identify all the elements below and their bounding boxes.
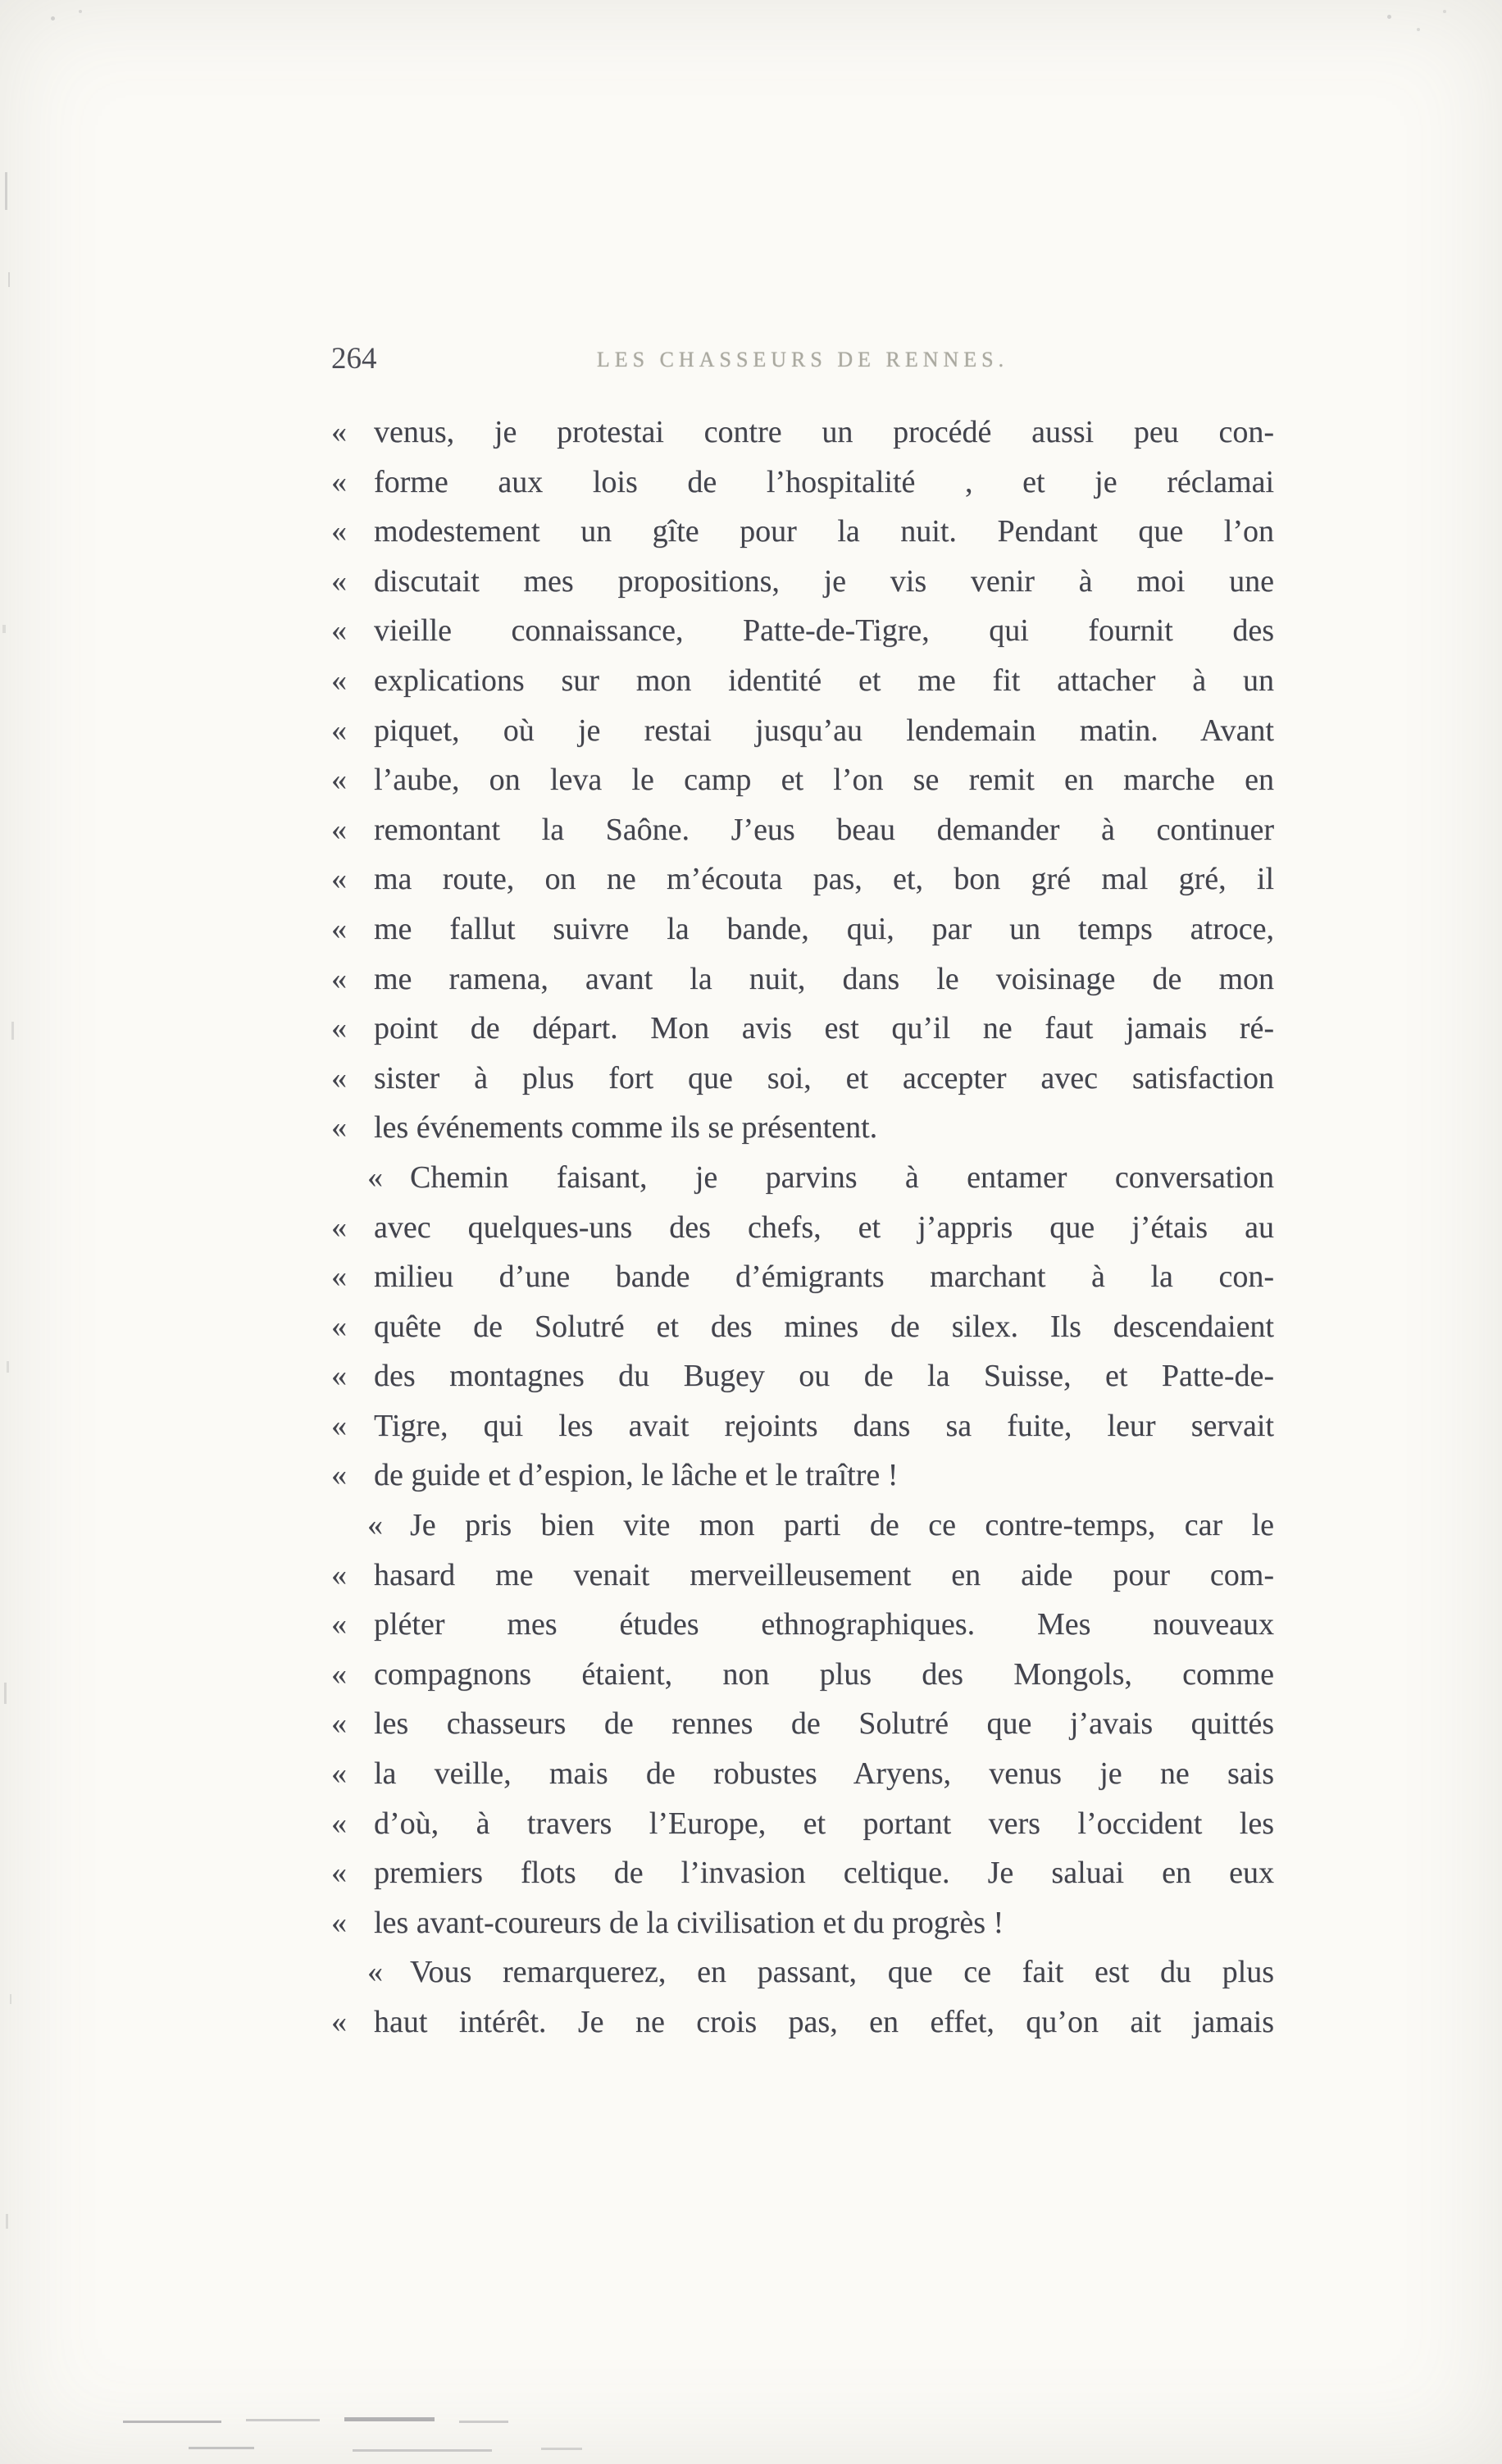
scan-artifact [11, 1022, 14, 1040]
quote-mark: « [331, 1607, 347, 1642]
text-line [331, 1103, 1274, 1153]
quote-mark: « [367, 1508, 383, 1543]
quote-mark: « [331, 1209, 347, 1245]
scan-artifact [1417, 28, 1420, 31]
quote-mark: « [331, 1359, 347, 1394]
quote-mark: « [331, 1110, 347, 1145]
quote-mark: « [331, 415, 347, 449]
quote-mark: « [331, 1557, 347, 1592]
line-text: milieu d’une bande d’émigrants marchant à la con- [374, 1259, 1274, 1295]
line-text: compagnons étaient, non plus des Mongols, comme [374, 1656, 1274, 1692]
quote-mark: « [331, 812, 347, 847]
text-line [331, 1650, 1274, 1700]
text-line [331, 854, 1274, 904]
line-text: d’où, à travers l’Europe, et portant vers l’occident les [374, 1806, 1274, 1841]
quote-mark: « [331, 613, 347, 649]
line-text: explications sur mon identité et me fit attacher à un [374, 663, 1274, 698]
quote-mark: « [367, 1159, 383, 1195]
line-text: Chemin faisant, je parvins à entamer conversation [410, 1159, 1274, 1195]
text-line [331, 1947, 1274, 1997]
line-text: Vous remarquerez, en passant, que ce fait est du plus [410, 1955, 1274, 1990]
text-line [331, 1699, 1274, 1749]
quote-mark: « [331, 961, 347, 996]
line-text: de guide et d’espion, le lâche et le traître ! [374, 1458, 899, 1493]
line-text: discutait mes propositions, je vis venir à moi une [374, 563, 1274, 599]
scan-artifact [1443, 10, 1446, 13]
quote-mark: « [331, 862, 347, 897]
scan-artifact [6, 2214, 8, 2229]
line-text: piquet, où je restai jusqu’au lendemain matin. Avant [374, 713, 1274, 748]
text-line [331, 1351, 1274, 1401]
quote-mark: « [331, 1706, 347, 1742]
text-line [331, 1252, 1274, 1302]
quote-mark: « [331, 1656, 347, 1692]
quote-mark: « [331, 1458, 347, 1493]
text-line [331, 954, 1274, 1004]
line-text: les événements comme ils se présentent. [374, 1110, 878, 1145]
quote-mark: « [331, 1259, 347, 1295]
line-text: venus, je protestai contre un procédé aussi peu con- [374, 415, 1274, 449]
line-text: me ramena, avant la nuit, dans le voisinage de mon [374, 961, 1274, 996]
line-text: hasard me venait merveilleusement en aide pour com- [374, 1557, 1274, 1592]
quote-mark: « [331, 1309, 347, 1344]
scan-artifact [459, 2421, 508, 2423]
text-line [331, 408, 1274, 458]
scan-artifact [10, 1994, 11, 2004]
line-text: des montagnes du Bugey ou de la Suisse, et Patte-de- [374, 1359, 1274, 1394]
scan-artifact [1387, 15, 1391, 19]
text-line [331, 1501, 1274, 1551]
text-line [331, 1203, 1274, 1253]
line-text: forme aux lois de l’hospitalité , et je réclamai [374, 464, 1274, 499]
line-text: point de départ. Mon avis est qu’il ne faut jamais ré- [374, 1011, 1274, 1046]
quote-mark: « [331, 514, 347, 549]
scan-artifact [5, 172, 7, 210]
text-line [331, 904, 1274, 954]
line-text: sister à plus fort que soi, et accepter avec satisfaction [374, 1060, 1274, 1095]
line-text: haut intérêt. Je ne crois pas, en effet, qu’on ait jamais [374, 2005, 1274, 2039]
text-line [331, 805, 1274, 855]
scan-artifact [123, 2421, 221, 2423]
scan-artifact [246, 2419, 320, 2421]
line-text: me fallut suivre la bande, qui, par un temps atroce, [374, 911, 1274, 946]
scan-artifact [7, 1361, 9, 1373]
scan-artifact [541, 2448, 582, 2450]
running-title: LES CHASSEURS DE RENNES. [596, 348, 1009, 371]
line-text: Tigre, qui les avait rejoints dans sa fuite, leur servait [374, 1408, 1274, 1443]
quote-mark: « [331, 713, 347, 748]
text-line [331, 1551, 1274, 1601]
text-line [331, 1153, 1274, 1203]
text-line [331, 1451, 1274, 1501]
text-line [331, 1848, 1274, 1898]
line-text: quête de Solutré et des mines de silex. Ils descendaient [374, 1309, 1274, 1344]
text-line [331, 706, 1274, 756]
quote-mark: « [331, 1756, 347, 1792]
scan-artifact [189, 2447, 254, 2449]
line-text: les avant-coureurs de la civilisation et du progrès ! [374, 1905, 1004, 1940]
text-line [331, 656, 1274, 706]
text-line [331, 1302, 1274, 1352]
text-line [331, 1600, 1274, 1650]
page-header [331, 341, 1274, 384]
quote-mark: « [331, 663, 347, 698]
quote-mark: « [331, 1856, 347, 1891]
quote-mark: « [331, 563, 347, 599]
scan-artifact [8, 272, 10, 287]
text-block [331, 408, 1274, 2047]
quote-mark: « [367, 1955, 383, 1990]
line-text: ma route, on ne m’écouta pas, et, bon gré mal gré, il [374, 862, 1274, 897]
text-line [331, 1749, 1274, 1799]
line-text: remontant la Saône. J’eus beau demander à continuer [374, 812, 1274, 847]
line-text: l’aube, on leva le camp et l’on se remit en marche en [374, 763, 1274, 798]
quote-mark: « [331, 763, 347, 798]
text-line [331, 1898, 1274, 1948]
quote-mark: « [331, 1905, 347, 1940]
line-text: les chasseurs de rennes de Solutré que j’avais quittés [374, 1706, 1274, 1742]
quote-mark: « [331, 1011, 347, 1046]
quote-mark: « [331, 911, 347, 946]
scan-artifact [79, 10, 82, 13]
quote-mark: « [331, 1408, 347, 1443]
line-text: vieille connaissance, Patte-de-Tigre, qui fournit des [374, 613, 1274, 649]
quote-mark: « [331, 464, 347, 499]
scan-artifact [344, 2417, 435, 2421]
text-line [331, 1799, 1274, 1849]
text-line [331, 1401, 1274, 1451]
text-line [331, 507, 1274, 557]
quote-mark: « [331, 1060, 347, 1095]
line-text: pléter mes études ethnographiques. Mes nouveaux [374, 1607, 1274, 1642]
text-line [331, 1997, 1274, 2047]
text-line [331, 557, 1274, 607]
quote-mark: « [331, 1806, 347, 1841]
scan-artifact [51, 16, 55, 20]
text-line [331, 1054, 1274, 1104]
page-number: 264 [331, 342, 377, 376]
text-line [331, 1004, 1274, 1054]
scan-artifact [4, 1683, 7, 1704]
line-text: avec quelques-uns des chefs, et j’appris que j’étais au [374, 1209, 1274, 1245]
text-line [331, 755, 1274, 805]
line-text: modestement un gîte pour la nuit. Pendant que l’on [374, 514, 1274, 549]
line-text: premiers flots de l’invasion celtique. Je saluai en eux [374, 1856, 1274, 1891]
line-text: Je pris bien vite mon parti de ce contre-temps, car le [410, 1508, 1274, 1543]
scan-artifact [2, 625, 6, 633]
text-line [331, 458, 1274, 508]
text-line [331, 606, 1274, 656]
scan-artifact [353, 2449, 492, 2452]
line-text: la veille, mais de robustes Aryens, venus je ne sais [374, 1756, 1274, 1792]
quote-mark: « [331, 2005, 347, 2039]
